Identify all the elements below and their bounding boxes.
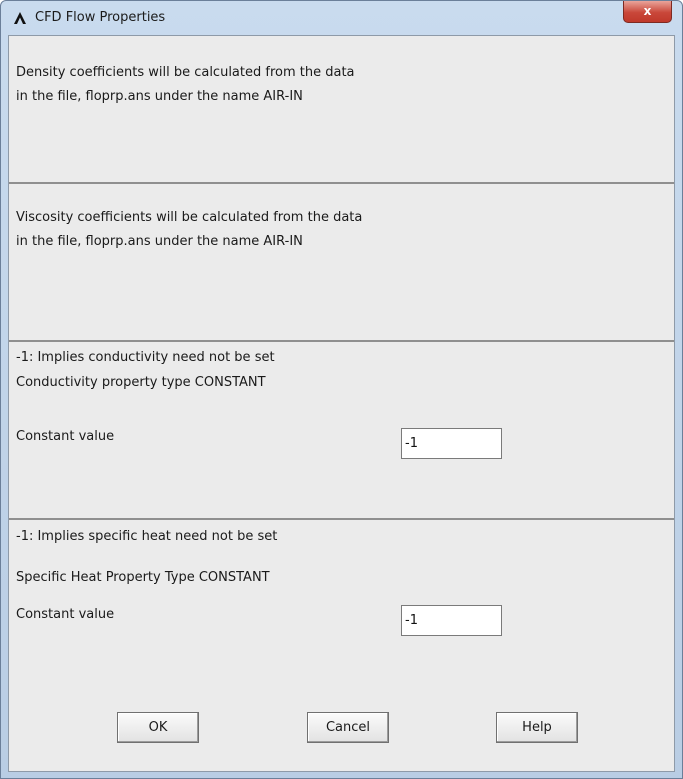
title-bar[interactable] xyxy=(1,1,682,35)
specific-heat-note: -1: Implies specific heat need not be set xyxy=(16,529,278,544)
window-title: CFD Flow Properties xyxy=(35,10,166,25)
specific-heat-value-input[interactable] xyxy=(401,605,502,636)
density-info-line-1: Density coefficients will be calculated from the data xyxy=(16,65,355,80)
help-button[interactable]: Help xyxy=(496,712,578,743)
cancel-button[interactable]: Cancel xyxy=(307,712,389,743)
ok-button[interactable]: OK xyxy=(117,712,199,743)
density-info-line-2: in the file, floprp.ans under the name AIR-IN xyxy=(16,89,303,104)
dialog-body xyxy=(8,35,675,772)
specific-heat-panel xyxy=(9,520,674,680)
density-panel xyxy=(9,36,674,184)
specific-heat-value-label: Constant value xyxy=(16,607,115,622)
conductivity-note: -1: Implies conductivity need not be set xyxy=(16,350,275,365)
ansys-logo-icon xyxy=(13,11,27,25)
conductivity-type-label: Conductivity property type CONSTANT xyxy=(16,375,266,390)
viscosity-info-line-1: Viscosity coefficients will be calculated from the data xyxy=(16,210,363,225)
conductivity-value-input[interactable] xyxy=(401,428,502,459)
viscosity-panel xyxy=(9,184,674,342)
close-icon: x xyxy=(643,4,652,18)
viscosity-info-line-2: in the file, floprp.ans under the name AIR-IN xyxy=(16,234,303,249)
specific-heat-type-label: Specific Heat Property Type CONSTANT xyxy=(16,570,270,585)
conductivity-value-label: Constant value xyxy=(16,429,115,444)
close-button[interactable] xyxy=(623,1,672,23)
conductivity-panel xyxy=(9,342,674,520)
